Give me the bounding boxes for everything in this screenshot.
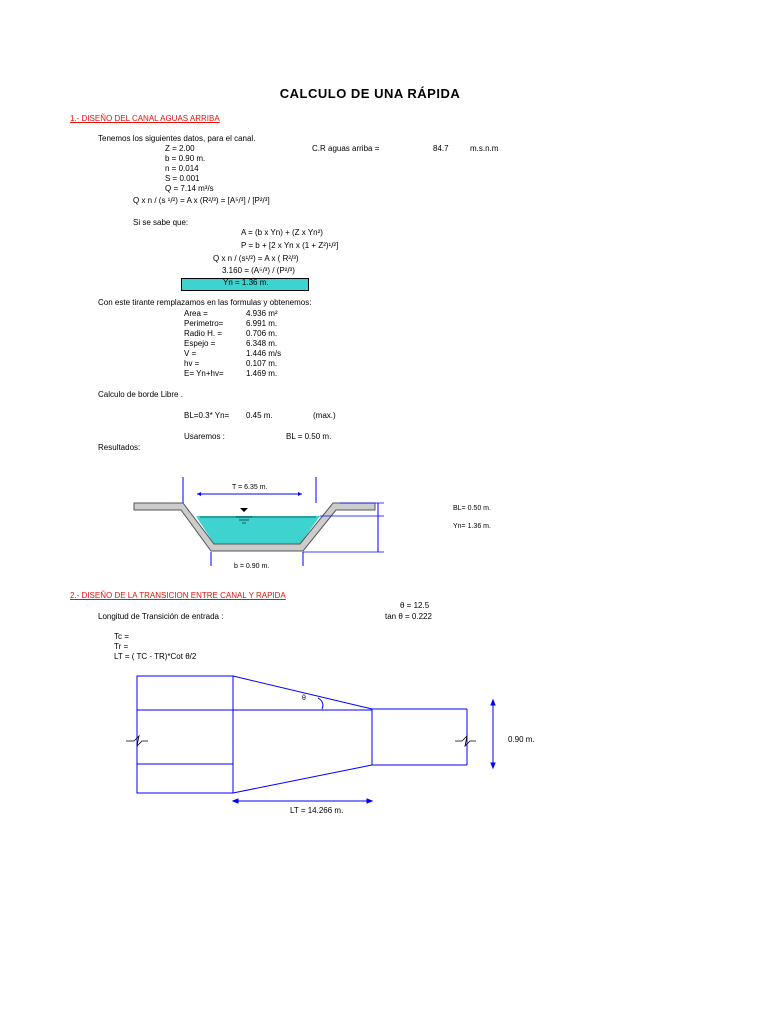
yn-result: Yn = 1.36 m. (223, 278, 269, 287)
param-n: n = 0.014 (165, 164, 199, 173)
width-dimension-label: 0.90 m. (508, 735, 535, 744)
break-symbols (126, 736, 476, 746)
result-label: Area = (184, 309, 208, 318)
page-title: CALCULO DE UNA RÁPIDA (279, 86, 461, 101)
lt-formula: LT = ( TC - TR)*Cot θ/2 (114, 652, 197, 661)
result-label: Espejo = (184, 339, 216, 348)
borde-libre-heading: Calculo de borde Libre . (98, 390, 183, 399)
water-fill (196, 516, 320, 544)
section-1-heading: 1.- DISEÑO DEL CANAL AGUAS ARRIBA (70, 114, 220, 123)
result-value: 6.991 m. (246, 319, 278, 328)
param-z: Z = 2.00 (165, 144, 195, 153)
usaremos-label: Usaremos : (184, 432, 225, 441)
result-value: 4.936 m² (246, 309, 278, 318)
water-level-icon (240, 508, 248, 512)
longitud-label: Longitud de Transición de entrada : (98, 612, 224, 621)
cr-value: 84.7 (433, 144, 449, 153)
yn-dimension-label: Yn= 1.36 m. (453, 523, 491, 530)
tan-theta-value: tan θ = 0.222 (385, 612, 432, 621)
tr-label: Tr = (114, 642, 129, 651)
resultados-label: Resultados: (98, 443, 141, 452)
param-b: b = 0.90 m. (165, 154, 206, 163)
theta-value: θ = 12.5 (400, 601, 430, 610)
bl-final: BL = 0.50 m. (286, 432, 332, 441)
result-value: 6.348 m. (246, 339, 278, 348)
result-label: E= Yn+hv= (184, 369, 224, 378)
param-s: S = 0.001 (165, 174, 200, 183)
result-label: hv = (184, 359, 200, 368)
equation-area: A = (b x Yn) + (Z x Yn²) (241, 228, 323, 237)
theta-angle-label: θ (302, 695, 306, 702)
bl-dimension-label: BL= 0.50 m. (453, 505, 491, 512)
result-value: 0.107 m. (246, 359, 278, 368)
tc-label: Tc = (114, 632, 129, 641)
bl-max: (max.) (313, 411, 336, 420)
result-label: V = (184, 349, 197, 358)
manning-equation: Q x n / (s ¹/²) = A x (R²/³) = [A⁵/³] / [P²/³] (133, 196, 270, 205)
result-value: 1.446 m/s (246, 349, 282, 358)
result-value: 0.706 m. (246, 329, 278, 338)
bl-formula: BL=0.3* Yn= (184, 411, 230, 420)
cr-label: C.R aguas arriba = (312, 144, 380, 153)
result-label: Perimetro= (184, 319, 224, 328)
section-2-heading: 2.- DISEÑO DE LA TRANSICION ENTRE CANAL Y RAPIDA (70, 591, 286, 600)
equation-numeric: 3.160 = (A⁵/³) / (P²/³) (222, 266, 295, 275)
si-se-sabe: Si se sabe que: (133, 218, 189, 227)
t-label: T = 6.35 m. (232, 484, 268, 491)
result-value: 1.469 m. (246, 369, 278, 378)
lt-dimension-label: LT = 14.266 m. (290, 806, 344, 815)
param-q: Q = 7.14 m³/s (165, 184, 214, 193)
b-label: b = 0.90 m. (234, 563, 270, 570)
equation-qn: Q x n / (s¹/²) = A x ( R²/³) (213, 254, 299, 263)
transition-plan (137, 676, 495, 803)
intro-text: Tenemos los siguientes datos, para el canal. (98, 134, 256, 143)
bl-value: 0.45 m. (246, 411, 273, 420)
con-este-text: Con este tirante remplazamos en las formulas y obtenemos: (98, 298, 312, 307)
result-label: Radio H. = (184, 329, 223, 338)
cr-unit: m.s.n.m (470, 144, 499, 153)
equation-perimeter: P = b + [2 x Yn x (1 + Z²)¹/²] (241, 241, 339, 250)
